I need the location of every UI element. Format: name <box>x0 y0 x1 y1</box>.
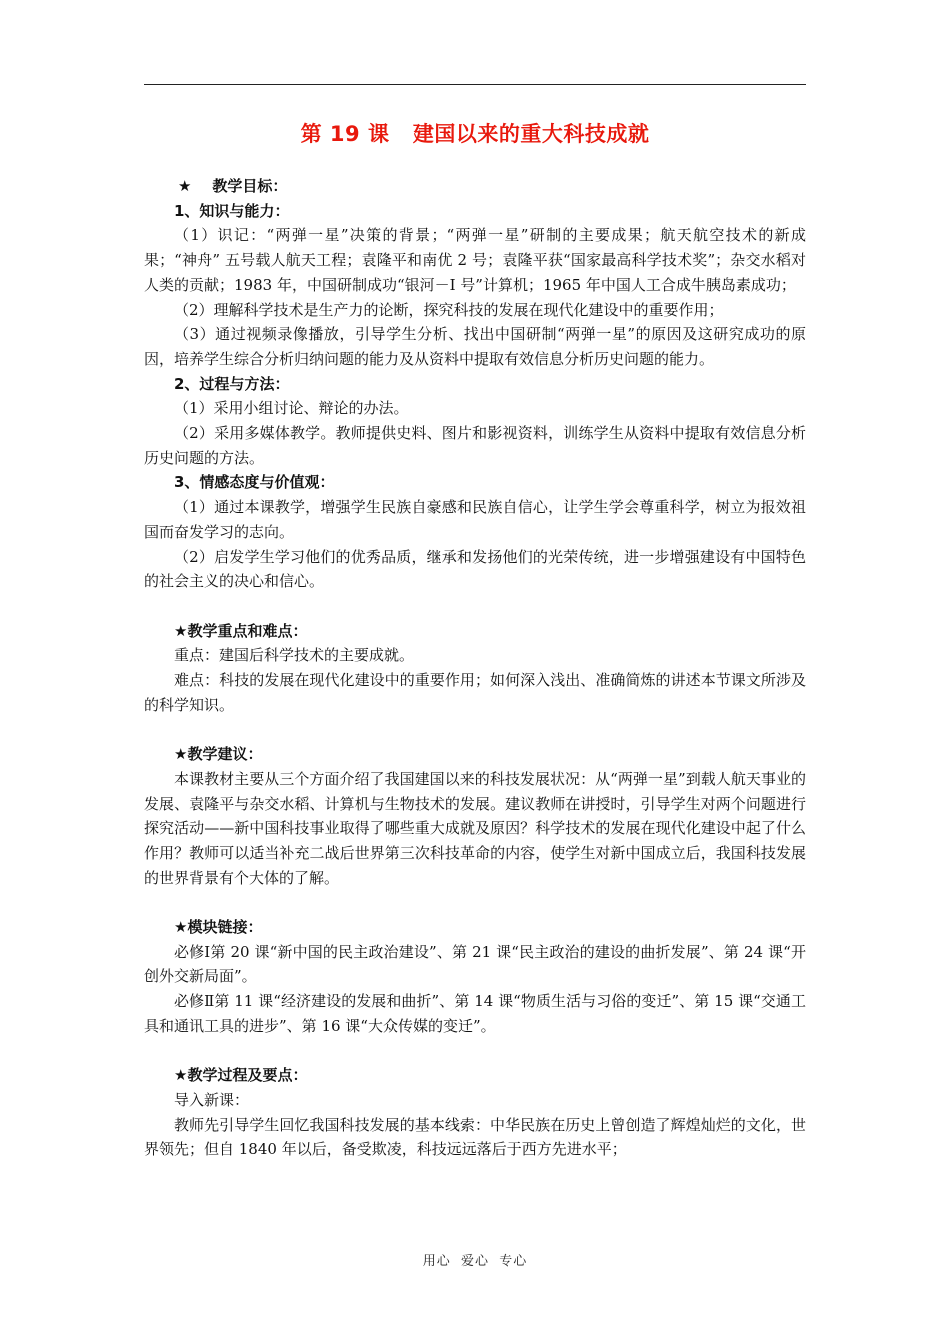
links-heading: ★模块链接： <box>174 918 263 937</box>
page-title: 第 19 课 建国以来的重大科技成就 <box>300 122 650 146</box>
emotion-heading: 3、情感态度与价值观： <box>174 473 335 492</box>
key-point: 重点：建国后科学技术的主要成就。 <box>174 646 415 665</box>
header-rule <box>144 84 806 85</box>
process-item-1: （1）采用小组讨论、辩论的办法。 <box>174 399 409 418</box>
emotion-item-2: （2）启发学生学习他们的优秀品质，继承和发扬他们的光荣传统，进一步增强建设有中国特色的社会主义的决心和信心。 <box>144 547 806 591</box>
procedure-heading: ★教学过程及要点： <box>174 1066 308 1085</box>
knowledge-item-2: （2）理解科学技术是生产力的论断，探究科技的发展在现代化建设中的重要作用； <box>174 300 724 319</box>
objectives-heading: ★ 教学目标： <box>178 177 288 195</box>
emotion-item-1: （1）通过本课教学，增强学生民族自豪感和民族自信心，让学生学会尊重科学，树立为报效祖国而奋发学习的志向。 <box>144 498 806 541</box>
process-heading: 2、过程与方法： <box>174 374 290 393</box>
intro-label: 导入新课： <box>174 1090 250 1109</box>
keypoints-heading: ★教学重点和难点： <box>174 621 308 640</box>
page-footer: 用心 爱心 专心 <box>422 1254 528 1269</box>
knowledge-item-3: （3）通过视频录像播放，引导学生分析、找出中国研制“两弹一星”的原因及这研究成功的原因，培养学生综合分析归纳问题的能力及从资料中提取有效信息分析历史问题的能力。 <box>144 325 806 368</box>
link-item-2: 必修Ⅱ第 11 课“经济建设的发展和曲折”、第 14 课“物质生活与习俗的变迁”、第 15 课“交通工具和通讯工具的进步”、第 16 课“大众传媒的变迁”。 <box>144 992 806 1035</box>
link-item-1: 必修Ⅰ第 20 课“新中国的民主政治建设”、第 21 课“民主政治的建设的曲折发展”、第 24 课“开创外交新局面”。 <box>144 942 806 986</box>
suggestion-heading: ★教学建议： <box>174 745 263 764</box>
document-body <box>144 174 806 1162</box>
knowledge-item-1: （1）识记：“两弹一星”决策的背景；“两弹一星”研制的主要成果；航天航空技术的新成果；“神舟” 五号载人航天工程；袁隆平和南优 2 号；袁隆平获“国家最高科学技术奖”；杂交水稻对人类的贡献；1983 年，中国研制成功“银河－Ⅰ 号”计算机；1965 年中国人工合成牛胰岛素成功； <box>144 226 806 294</box>
knowledge-heading: 1、知识与能力： <box>174 201 290 220</box>
process-item-2: （2）采用多媒体教学。教师提供史料、图片和影视资料，训练学生从资料中提取有效信息分析历史问题的方法。 <box>144 424 806 467</box>
difficulty-point: 难点：科技的发展在现代化建设中的重要作用；如何深入浅出、准确简炼的讲述本节课文所涉及的科学知识。 <box>144 671 806 714</box>
intro-text: 教师先引导学生回忆我国科技发展的基本线索：中华民族在历史上曾创造了辉煌灿烂的文化，世界领先；但自 1840 年以后，备受欺凌，科技远远落后于西方先进水平； <box>144 1115 806 1159</box>
suggestion-text: 本课教材主要从三个方面介绍了我国建国以来的科技发展状况：从“两弹一星”到载人航天事业的发展、袁隆平与杂交水稻、计算机与生物技术的发展。建议教师在讲授时，引导学生对两个问题进行探究活动——新中国科技事业取得了哪些重大成就及原因？科学技术的发展在现代化建设中起了什么作用？教师可以适当补充二战后世界第三次科技革命的内容，使学生对新中国成立后，我国科技发展的世界背景有个大体的了解。 <box>144 769 806 887</box>
